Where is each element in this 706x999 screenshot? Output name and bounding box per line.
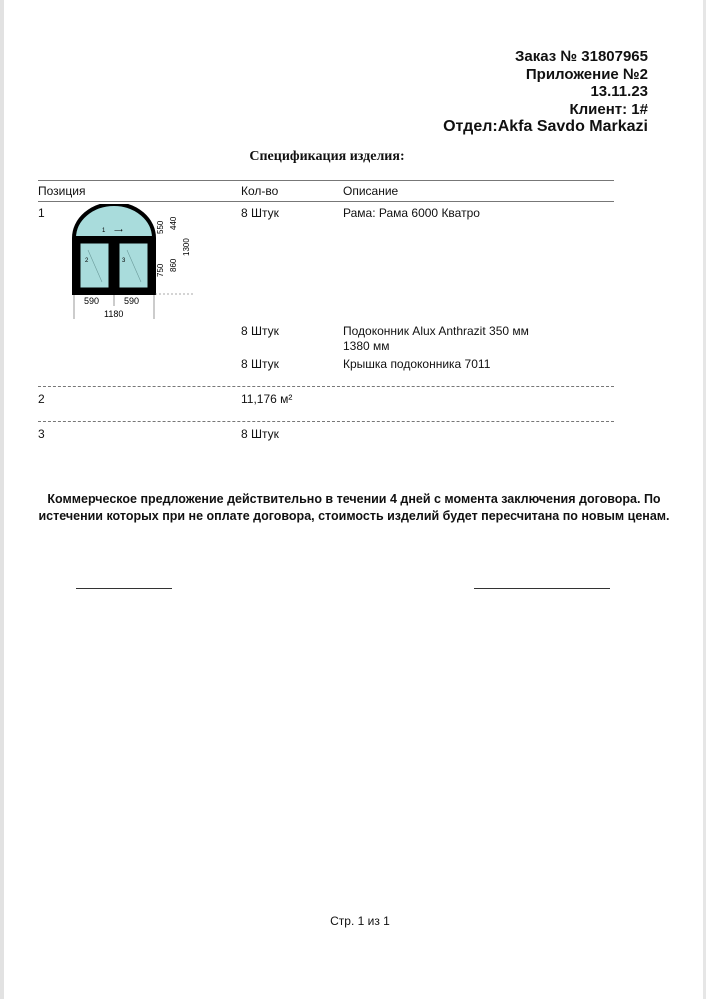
- department-label: Отдел:Akfa Savdo Markazi: [443, 118, 648, 135]
- row2-position: 2: [38, 392, 45, 406]
- window-drawing: [62, 204, 202, 324]
- appendix-label: Приложение №2: [525, 65, 648, 83]
- note-line-1: Коммерческое предложение действительно в течении 4 дней с момента заключения договора. По: [47, 492, 661, 506]
- row2-qty: 11,176 м²: [241, 392, 293, 406]
- dim-1180: 1180: [104, 309, 124, 319]
- order-number: Заказ № 31807965: [514, 48, 648, 65]
- pane-label-3: 3: [122, 258, 126, 264]
- row1b-description-line2: 1380 мм: [343, 339, 390, 353]
- dim-590-left: 590: [84, 296, 100, 306]
- row1b-description-line1: Подоконник Alux Anthrazit 350 мм: [343, 324, 529, 338]
- column-header-qty: Кол-во: [241, 184, 279, 198]
- row1c-description: Крышка подоконника 7011: [343, 357, 491, 371]
- row-separator-2: [38, 421, 614, 422]
- client-label: Клиент: 1#: [569, 100, 648, 118]
- dim-860: 860: [169, 258, 178, 272]
- column-header-description: Описание: [343, 184, 399, 198]
- column-header-position: Позиция: [38, 184, 86, 198]
- signature-line-left: [76, 588, 172, 589]
- row1b-description: [343, 324, 529, 354]
- row1-qty: 8 Штук: [241, 206, 279, 220]
- signature-line-right: [474, 588, 610, 589]
- row-separator-1: [38, 386, 614, 387]
- commercial-offer-note: [30, 491, 678, 525]
- pane-label-1: 1: [102, 228, 106, 234]
- dim-1300: 1300: [182, 238, 191, 256]
- dim-590-right: 590: [124, 296, 140, 306]
- row3-qty: 8 Штук: [241, 427, 279, 441]
- table-header-rule: [38, 201, 614, 202]
- document-header: [443, 48, 648, 136]
- dim-750: 750: [156, 263, 165, 277]
- row3-position: 3: [38, 427, 45, 441]
- note-line-2: истечении которых при не оплате договора, стоимость изделий будет пересчитана по новым ценам.: [38, 509, 670, 523]
- pane-label-2: 2: [85, 258, 89, 264]
- table-top-rule: [38, 180, 614, 181]
- page-number: Стр. 1 из 1: [330, 914, 390, 928]
- page-title: Спецификация изделия:: [249, 149, 405, 164]
- row1-description: Рама: Рама 6000 Кватро: [343, 206, 480, 220]
- dim-550: 550: [156, 220, 165, 234]
- row1b-qty: 8 Штук: [241, 324, 279, 338]
- transom-arrow-icon: ⟶: [114, 228, 123, 234]
- document-date: 13.11.23: [590, 83, 648, 100]
- dim-440: 440: [169, 216, 178, 230]
- row1-position: 1: [38, 206, 45, 220]
- row1c-qty: 8 Штук: [241, 357, 279, 371]
